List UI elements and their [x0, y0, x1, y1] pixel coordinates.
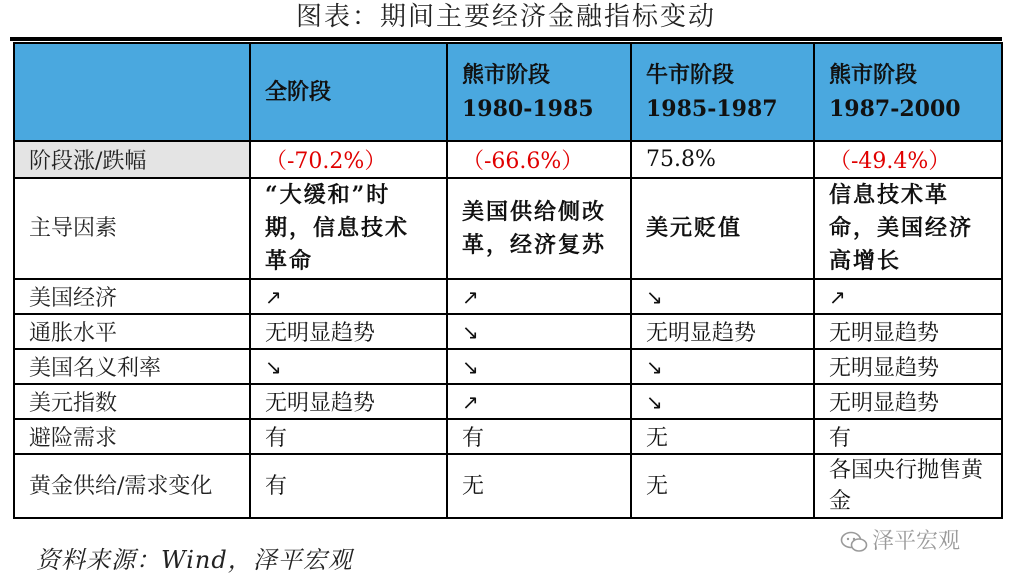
table-cell: 各国央行抛售黄金 [814, 454, 1002, 518]
table-row [14, 141, 1002, 178]
table-row [14, 349, 1002, 384]
top-rule [10, 37, 1002, 41]
table-row [14, 178, 1002, 279]
figure-title: 图表：期间主要经济金融指标变动 [295, 2, 716, 32]
table-cell: 有 [814, 419, 1002, 454]
watermark [840, 524, 960, 555]
table-cell: 无明显趋势 [814, 314, 1002, 349]
table-cell: 无 [447, 454, 631, 518]
column-header: 熊市阶段 1980-1985 [447, 43, 631, 141]
table-cell: 有 [447, 419, 631, 454]
table-header-row [14, 43, 1002, 141]
table-cell: “大缓和”时期，信息技术革命 [250, 178, 447, 279]
table-cell: 无明显趋势 [250, 384, 447, 419]
row-label: 避险需求 [14, 419, 250, 454]
trend-arrow-icon: ↗ [447, 279, 631, 314]
row-label: 黄金供给/需求变化 [14, 454, 250, 518]
row-label: 阶段涨/跌幅 [14, 141, 250, 178]
table-cell: （-49.4%） [814, 141, 1002, 178]
table-cell: 无明显趋势 [814, 349, 1002, 384]
table-cell: 有 [250, 419, 447, 454]
row-label: 美元指数 [14, 384, 250, 419]
table-cell: 信息技术革命，美国经济高增长 [814, 178, 1002, 279]
watermark-text: 泽平宏观 [872, 529, 961, 554]
table-cell: 无 [631, 419, 814, 454]
table-cell: （-66.6%） [447, 141, 631, 178]
table-row [14, 454, 1002, 518]
table-row [14, 419, 1002, 454]
table-cell: 美国供给侧改革，经济复苏 [447, 178, 631, 279]
row-label: 美国名义利率 [14, 349, 250, 384]
trend-arrow-icon: ↗ [814, 279, 1002, 314]
source-note: 资料来源：Wind，泽平宏观 [36, 546, 353, 574]
table-row [14, 279, 1002, 314]
trend-arrow-icon: ↘ [631, 384, 814, 419]
trend-arrow-icon: ↗ [447, 384, 631, 419]
table-cell: （-70.2%） [250, 141, 447, 178]
row-label: 美国经济 [14, 279, 250, 314]
row-label: 通胀水平 [14, 314, 250, 349]
table-cell: 无明显趋势 [250, 314, 447, 349]
header-corner [14, 43, 250, 141]
trend-arrow-icon: ↘ [631, 279, 814, 314]
column-header: 牛市阶段 1985-1987 [631, 43, 814, 141]
column-header: 熊市阶段 1987-2000 [814, 43, 1002, 141]
row-label: 主导因素 [14, 178, 250, 279]
table-cell: 75.8% [631, 141, 814, 178]
table-cell: 美元贬值 [631, 178, 814, 279]
table-cell: 无 [631, 454, 814, 518]
table-row [14, 314, 1002, 349]
table-row [14, 384, 1002, 419]
column-header: 全阶段 [250, 43, 447, 141]
table-cell: 无明显趋势 [631, 314, 814, 349]
trend-arrow-icon: ↘ [250, 349, 447, 384]
table-cell: 有 [250, 454, 447, 518]
trend-arrow-icon: ↘ [447, 349, 631, 384]
trend-arrow-icon: ↘ [631, 349, 814, 384]
trend-arrow-icon: ↗ [250, 279, 447, 314]
table-cell: 无明显趋势 [814, 384, 1002, 419]
trend-arrow-icon: ↘ [447, 314, 631, 349]
wechat-icon [840, 531, 868, 553]
indicator-table [13, 42, 1003, 519]
